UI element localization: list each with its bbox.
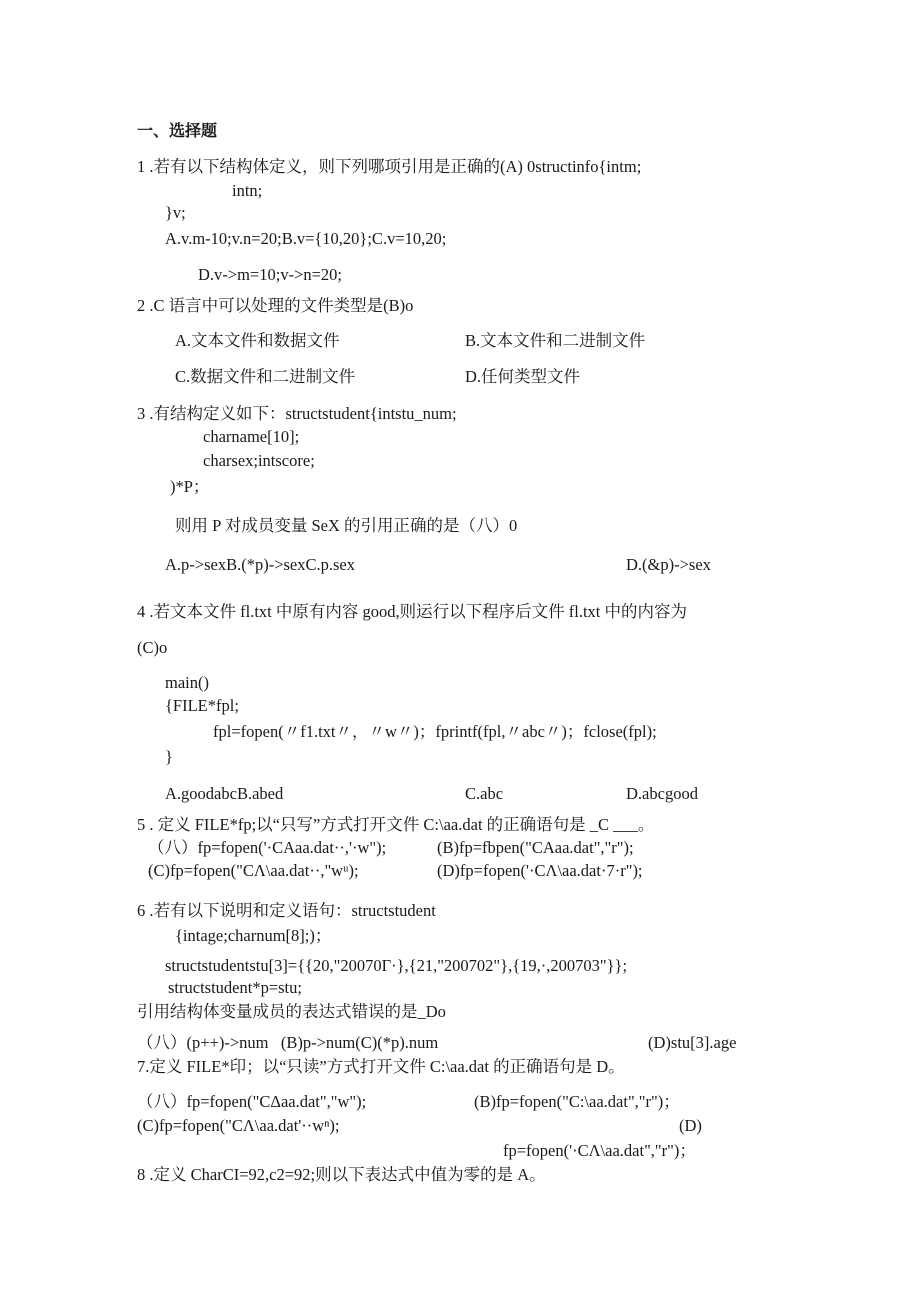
question-3-code: charname[10];: [203, 427, 300, 446]
question-1-option-d: D.v->m=10;v->n=20;: [198, 265, 343, 284]
question-7-option-d-label: (D): [679, 1116, 702, 1135]
question-8-stem: 8 .定义 CharCI=92,c2=92;则以下表达式中值为零的是 A。: [137, 1165, 546, 1184]
question-1-code: }v;: [165, 203, 186, 222]
question-4-option-d: D.abcgood: [626, 784, 698, 803]
question-4-answer: (C)o: [137, 638, 168, 657]
question-6-prompt: 引用结构体变量成员的表达式错误的是_Do: [137, 1002, 446, 1021]
question-7-option-a: （八）fp=fopen("CΔaa.dat","w");: [137, 1092, 367, 1111]
question-2-option-b: B.文本文件和二进制文件: [465, 331, 646, 350]
question-4-options: A.goodabcB.abed: [165, 784, 284, 803]
question-3-option-d: D.(&p)->sex: [626, 555, 711, 574]
question-5-option-d: (D)fp=fopen('·CΛ\aa.dat·7·r");: [437, 861, 643, 880]
question-7-option-d: fp=fopen('·CΛ\aa.dat","r")；: [503, 1141, 696, 1160]
question-5-option-c: (C)fp=fopen("CΛ\aa.dat··,"wᵘ);: [148, 861, 359, 880]
question-5-option-a: （八）fp=fopen('·CAaa.dat··,'·w");: [148, 838, 387, 857]
question-3-prompt: 则用 P 对成员变量 SeX 的引用正确的是（八）0: [175, 516, 518, 535]
question-1-options: A.v.m-10;v.n=20;B.v={10,20};C.v=10,20;: [165, 229, 447, 248]
question-5-option-b: (B)fp=fbpen("CAaa.dat","r");: [437, 838, 634, 857]
question-5-stem: 5 . 定义 FILE*fp;以“只写”方式打开文件 C:\aa.dat 的正确语句是 _C ___。: [137, 815, 655, 834]
question-2-option-c: C.数据文件和二进制文件: [175, 367, 356, 386]
question-2-stem: 2 .C 语言中可以处理的文件类型是(B)o: [137, 296, 414, 315]
question-3-options: A.p->sexB.(*p)->sexC.p.sex: [165, 555, 355, 574]
question-2-option-a: A.文本文件和数据文件: [175, 331, 340, 350]
question-6-options: （八）(p++)->num (B)p->num(C)(*p).num: [137, 1033, 439, 1052]
question-3-code: charsex;intscore;: [203, 451, 315, 470]
question-7-option-b: (B)fp=fopen("C:\aa.dat","r")；: [474, 1092, 680, 1111]
question-4-code: {FILE*fpl;: [165, 696, 239, 715]
question-6-code: {intage;charnum[8];)；: [175, 926, 332, 945]
question-3-stem: 3 .有结构定义如下：structstudent{intstu_num;: [137, 404, 457, 423]
question-7-stem: 7.定义 FILE*印；以“只读”方式打开文件 C:\aa.dat 的正确语句是 D。: [137, 1057, 625, 1076]
question-4-code: }: [165, 747, 173, 766]
question-4-code: fpl=fopen(〃f1.txt〃，〃w〃)；fprintf(fpl,〃abc〃)；fclose(fpl);: [213, 722, 657, 741]
question-4-stem: 4 .若文本文件 fl.txt 中原有内容 good,则运行以下程序后文件 fl.txt 中的内容为: [137, 602, 687, 621]
question-4-option-c: C.abc: [465, 784, 504, 803]
question-7-option-c: (C)fp=fopen("CΛ\aa.dat'··wⁿ);: [137, 1116, 340, 1135]
question-6-code: structstudentstu[3]={{20,"20070Γ·},{21,"200702"},{19,·,200703"}};: [165, 956, 628, 975]
question-6-stem: 6 .若有以下说明和定义语句：structstudent: [137, 901, 436, 920]
question-2-option-d: D.任何类型文件: [465, 367, 581, 386]
question-1-code: intn;: [232, 181, 263, 200]
question-6-option-d: (D)stu[3].age: [648, 1033, 737, 1052]
question-6-code: structstudent*p=stu;: [168, 978, 302, 997]
question-3-code: )*P；: [170, 477, 210, 496]
section-title: 一、选择题: [137, 121, 218, 140]
question-4-code: main(): [165, 673, 209, 692]
question-1-stem: 1 .若有以下结构体定义，则下列哪项引用是正确的(A) 0structinfo{intm;: [137, 157, 642, 176]
